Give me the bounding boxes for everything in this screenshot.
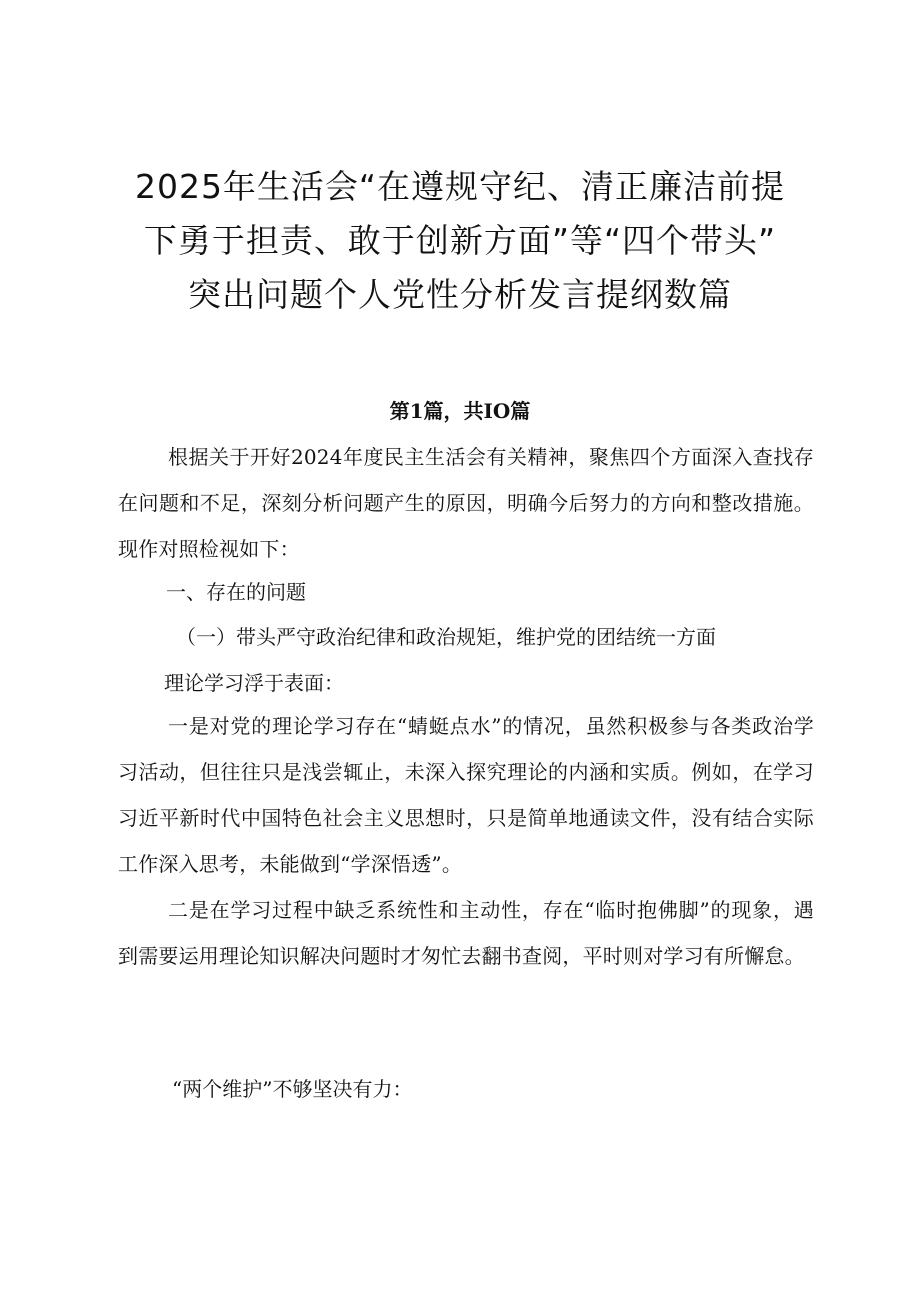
intro-paragraph: 根据关于开好2024年度民主生活会有关精神，聚焦四个方面深入查找存在问题和不足，深刻分析问题产生的原因，明确今后努力的方向和整改措施。现作对照检视如下： (118, 445, 814, 561)
document-title (90, 160, 830, 322)
topic-label-1: 理论学习浮于表面： (164, 671, 344, 695)
topic-label-2: “两个维护”不够坚决有力： (172, 1077, 413, 1101)
title-line-2: 下勇于担责、敢于创新方面”等“四个带头” (143, 221, 777, 260)
part-label: 第1篇，共IO篇 (389, 399, 531, 423)
title-line-1: 2025年生活会“在遵规守纪、清正廉洁前提 (134, 167, 786, 206)
section-heading: 一、存在的问题 (166, 580, 306, 604)
body-paragraph-2: 二是在学习过程中缺乏系统性和主动性，存在“临时抱佛脚”的现象，遇到需要运用理论知识解决问题时才匆忙去翻书查阅，平时则对学习有所懈怠。 (118, 898, 814, 968)
subsection-heading: （一）带头严守政治纪律和政治规矩，维护党的团结统一方面 (176, 625, 716, 649)
body-paragraph-1: 一是对党的理论学习存在“蜻蜓点水”的情况，虽然积极参与各类政治学习活动，但往往只是浅尝辄止，未深入探究理论的内涵和实质。例如，在学习习近平新时代中国特色社会主义思想时，只是简单地通读文件，没有结合实际工作深入思考，未能做到“学深悟透”。 (118, 714, 814, 876)
title-line-3: 突出问题个人党性分析发言提纲数篇 (188, 275, 732, 314)
